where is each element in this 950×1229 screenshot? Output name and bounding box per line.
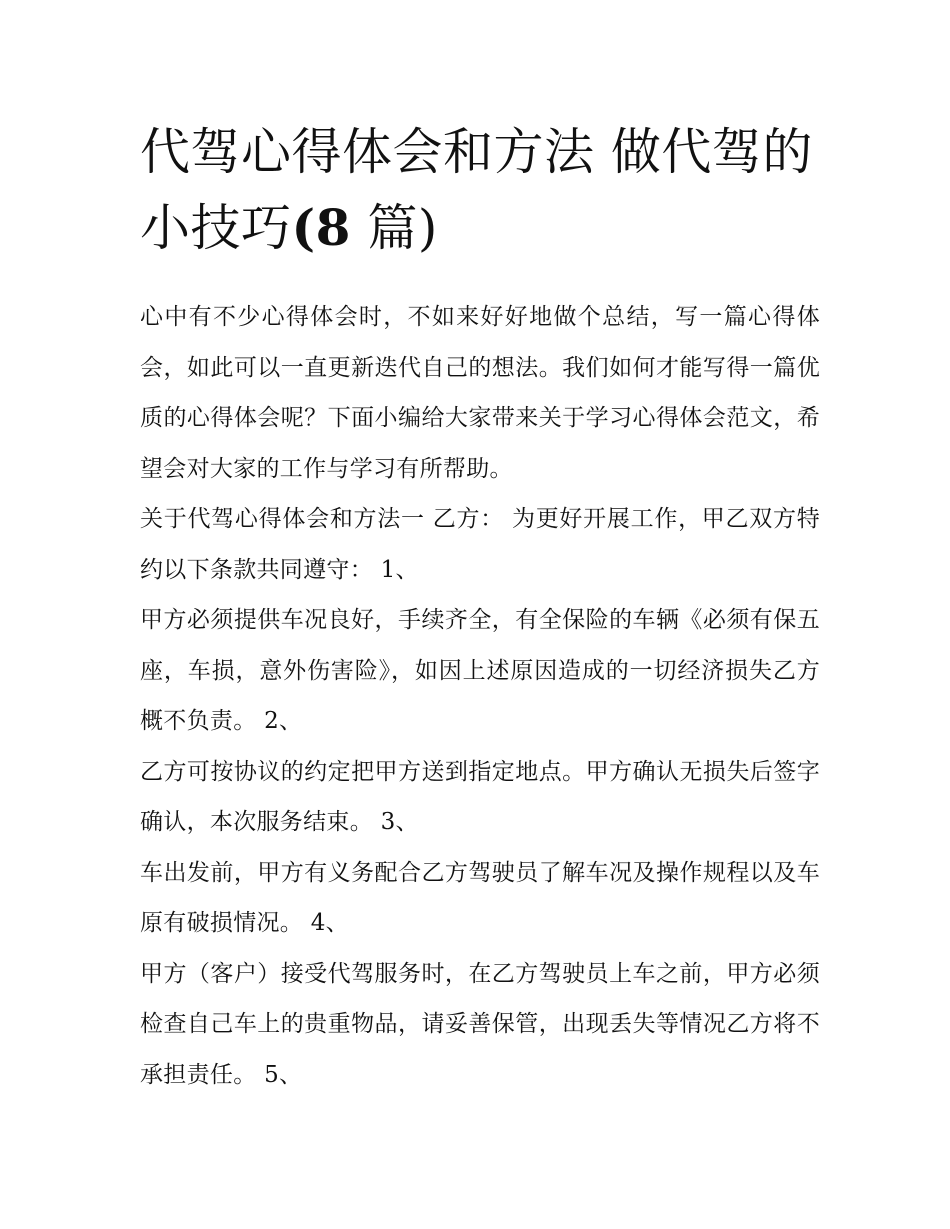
- document-title: [140, 114, 820, 266]
- paragraph-clause-2: 乙方可按协议的约定把甲方送到指定地点。甲方确认无损失后签字确认，本次服务结束。 3、: [140, 758, 820, 835]
- title-count: (8: [291, 198, 351, 257]
- paragraph-intro: 心中有不少心得体会时，不如来好好地做个总结，写一篇心得体会，如此可以一直更新迭代自己的想法。我们如何才能写得一篇优质的心得体会呢？下面小编给大家带来关于学习心得体会范文，希望会对大家的工作与学习有所帮助。: [140, 304, 820, 482]
- paragraph-clause-intro: 关于代驾心得体会和方法一 乙方： 为更好开展工作，甲乙双方特约以下条款共同遵守： 1、: [140, 506, 820, 583]
- paragraph-clause-1: 甲方必须提供车况良好，手续齐全，有全保险的车辆《必须有保五座，车损，意外伤害险》，如因上述原因造成的一切经济损失乙方概不负责。 2、: [140, 607, 820, 734]
- document-body: [140, 114, 820, 1100]
- paragraph-clause-4: 甲方（客户）接受代驾服务时，在乙方驾驶员上车之前，甲方必须检查自己车上的贵重物品，请妥善保管，出现丢失等情况乙方将不承担责任。 5、: [140, 960, 820, 1088]
- paragraph-clause-3: 车出发前，甲方有义务配合乙方驾驶员了解车况及操作规程以及车原有破损情况。 4、: [140, 859, 820, 936]
- paragraph-list: [140, 292, 820, 1100]
- title-text: 代驾心得体会和方法 做代驾的小技巧: [140, 123, 813, 257]
- title-suffix: 篇): [350, 199, 438, 257]
